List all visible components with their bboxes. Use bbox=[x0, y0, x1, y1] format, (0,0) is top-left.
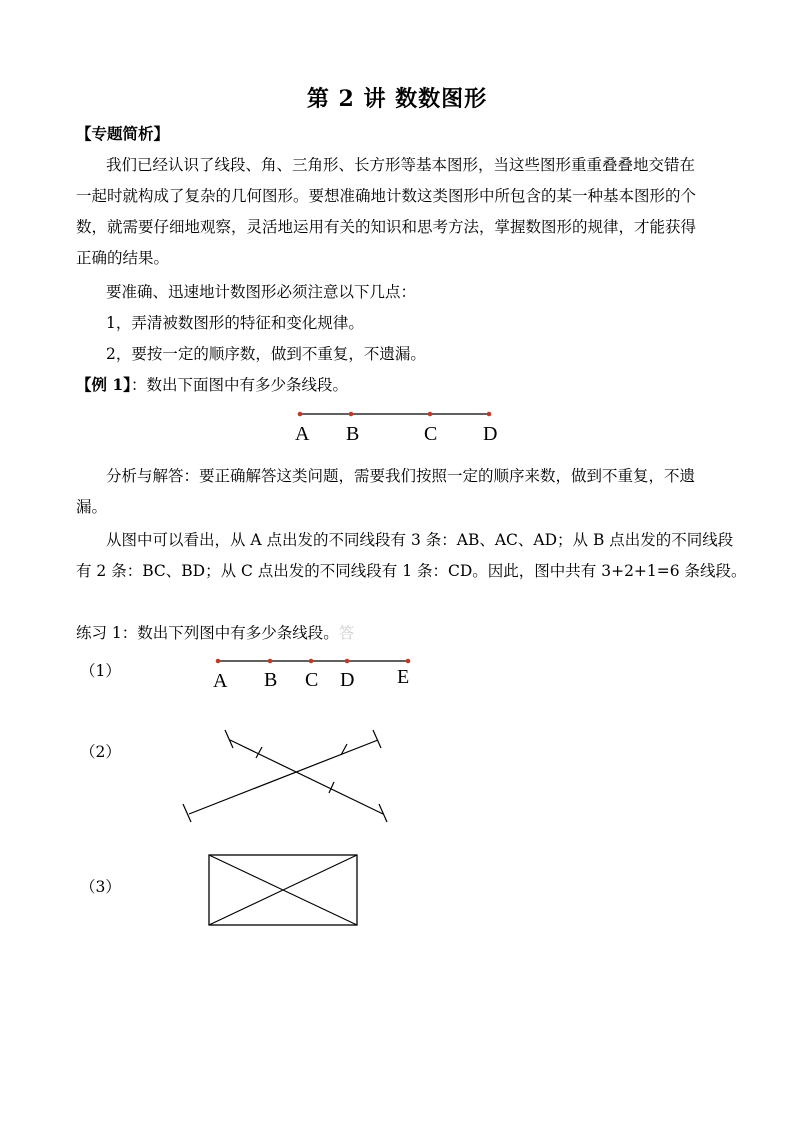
point-label: A bbox=[295, 423, 310, 445]
practice-1-text: 练习 1：数出下列图中有多少条线段。 bbox=[76, 624, 339, 642]
practice-item-label: （3） bbox=[80, 878, 121, 896]
point-b bbox=[268, 659, 273, 664]
point-c bbox=[428, 412, 433, 417]
point-label: D bbox=[340, 669, 355, 691]
rectangle-diagonals-figure bbox=[205, 851, 363, 929]
example-1-segment-figure bbox=[280, 400, 520, 450]
point-label: E bbox=[397, 666, 410, 688]
practice-1-prompt bbox=[76, 623, 722, 643]
explanation-line: 从图中可以看出，从 A 点出发的不同线段有 3 条：AB、AC、AD；从 B 点出发的不同线段 bbox=[106, 531, 734, 549]
point-label: B bbox=[346, 423, 360, 445]
analysis-line: 漏。 bbox=[76, 498, 108, 516]
explanation-line: 有 2 条：BC、BD；从 C 点出发的不同线段有 1 条：CD。因此，图中共有 3+2+1=6 条线段。 bbox=[76, 562, 747, 580]
point-label: B bbox=[264, 669, 278, 691]
example-1-heading: 【例 1】 bbox=[76, 375, 131, 394]
practice-1-segment-figure bbox=[200, 648, 430, 694]
point-label: C bbox=[424, 423, 438, 445]
faint-watermark: 答 bbox=[338, 624, 355, 642]
point-c bbox=[309, 659, 314, 664]
intro-para2: 要准确、迅速地计数图形必须注意以下几点： bbox=[106, 283, 417, 301]
section-heading: 【专题简析】 bbox=[76, 124, 170, 143]
point-1: 1，弄清被数图形的特征和变化规律。 bbox=[106, 314, 364, 332]
intro-para-line: 一起时就构成了复杂的几何图形。要想准确地计数这类图形中所包含的某一种基本图形的个 bbox=[76, 187, 697, 205]
example-1-text: ：数出下面图中有多少条线段。 bbox=[130, 376, 348, 394]
practice-item-label: （1） bbox=[80, 662, 121, 680]
intro-para-line: 数，就需要仔细地观察，灵活地运用有关的知识和思考方法，掌握数图形的规律，才能获得 bbox=[76, 218, 697, 236]
example-1-question bbox=[76, 375, 722, 395]
intro-para-line: 正确的结果。 bbox=[76, 249, 170, 267]
point-d bbox=[487, 412, 492, 417]
page-title: 第 2 讲 数数图形 bbox=[306, 86, 488, 112]
practice-item-label: （2） bbox=[80, 743, 121, 761]
intro-para-line: 我们已经认识了线段、角、三角形、长方形等基本图形，当这些图形重重叠叠地交错在 bbox=[106, 156, 696, 174]
point-label: A bbox=[213, 670, 228, 692]
analysis-line: 分析与解答：要正确解答这类问题，需要我们按照一定的顺序来数，做到不重复，不遗 bbox=[106, 467, 696, 485]
point-a bbox=[216, 659, 221, 664]
point-2: 2，要按一定的顺序数，做到不重复，不遗漏。 bbox=[106, 345, 426, 363]
point-label: D bbox=[483, 423, 498, 445]
point-b bbox=[349, 412, 354, 417]
crossing-lines-figure bbox=[175, 720, 390, 830]
point-label: C bbox=[305, 669, 319, 691]
point-d bbox=[345, 659, 350, 664]
point-e bbox=[406, 659, 411, 664]
point-a bbox=[298, 412, 303, 417]
